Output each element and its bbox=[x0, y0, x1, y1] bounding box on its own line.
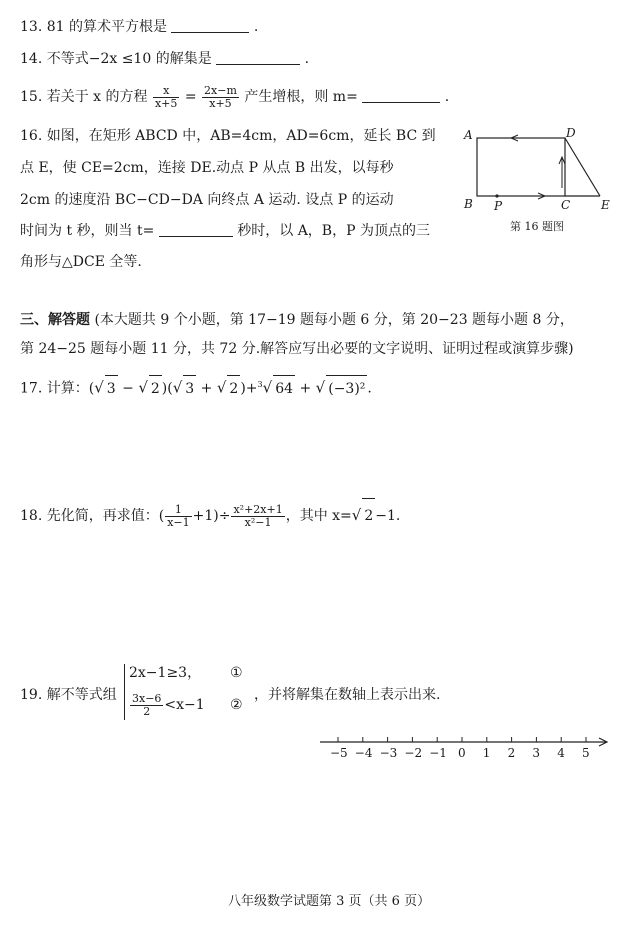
q18-fraction-1 bbox=[165, 504, 191, 529]
q17-cube-root-index: 3 bbox=[257, 380, 263, 389]
radical-sign-2: √ bbox=[138, 378, 148, 397]
q18-fraction-2 bbox=[231, 504, 284, 529]
section-3-desc-1: (本大题共 9 个小题，第 17−19 题每小题 6 分，第 20−23 题每小题 8 分， bbox=[94, 312, 574, 328]
question-14 bbox=[20, 50, 309, 68]
number-line-tick-label: −3 bbox=[379, 746, 398, 760]
q17-radicand-2: 2 bbox=[149, 375, 162, 402]
number-line-tick-label: 5 bbox=[582, 746, 590, 760]
q17-close: )+ bbox=[240, 380, 258, 397]
section-3-heading: 三、解答题 bbox=[20, 312, 90, 328]
q15-answer-blank[interactable] bbox=[362, 88, 440, 103]
q14-text: 不等式−2x ≤10 的解集是 bbox=[46, 51, 212, 67]
q18-radicand: 2 bbox=[362, 498, 375, 533]
q17-radicand-3: 3 bbox=[183, 375, 196, 402]
question-16-line-1 bbox=[20, 127, 436, 145]
question-15 bbox=[20, 82, 449, 112]
number-line-tick-label: −2 bbox=[404, 746, 423, 760]
q19-post: ，并将解集在数轴上表示出来. bbox=[254, 687, 441, 703]
q18-tail: −1. bbox=[375, 508, 401, 524]
q17-radicand-5: 64 bbox=[273, 375, 295, 402]
number-line-tick-label: −1 bbox=[429, 746, 447, 760]
number-line-tick-label: −4 bbox=[354, 746, 373, 760]
q17-radicand-6: (−3)² bbox=[326, 375, 367, 402]
q17-period: . bbox=[367, 380, 372, 397]
number-line-tick-label: 2 bbox=[507, 746, 516, 760]
q16-answer-blank[interactable] bbox=[159, 222, 233, 237]
q15-fraction-1 bbox=[153, 85, 179, 110]
point-p bbox=[495, 194, 498, 197]
q14-number: 14. bbox=[20, 51, 43, 67]
q19-fraction bbox=[130, 693, 163, 718]
q17-radicand-1: 3 bbox=[105, 375, 118, 402]
q15-equals: = bbox=[184, 89, 197, 105]
q13-number: 13. bbox=[20, 19, 43, 35]
number-line-tick-label: −5 bbox=[330, 746, 348, 760]
q16-figure bbox=[470, 128, 620, 208]
q16-line4b: 秒时，以 A，B，P 为顶点的三 bbox=[237, 223, 430, 239]
q18-f1-denominator: x−1 bbox=[167, 515, 190, 529]
question-13 bbox=[20, 18, 258, 36]
q18-mid: +1)÷ bbox=[192, 508, 231, 524]
question-19-label bbox=[20, 686, 117, 704]
q15-f2-numerator: 2x−m bbox=[204, 83, 237, 97]
radical-sign-7: √ bbox=[351, 506, 362, 524]
label-b: B bbox=[464, 197, 473, 211]
q19-number: 19. bbox=[20, 687, 43, 703]
label-e: E bbox=[601, 198, 610, 212]
q19-inequality-1: 2x−1≥3， bbox=[129, 665, 202, 681]
q13-answer-blank[interactable] bbox=[171, 18, 249, 33]
q16-number: 16. bbox=[20, 128, 43, 144]
radical-sign-5: √ bbox=[262, 378, 273, 397]
q16-line5: 角形与△DCE 全等. bbox=[20, 254, 142, 270]
q13-text: 81 的算术平方根是 bbox=[46, 19, 167, 35]
question-18 bbox=[20, 498, 400, 532]
q18-number: 18. bbox=[20, 508, 43, 524]
q19-inequality-2 bbox=[129, 690, 205, 720]
radical-sign-1: √ bbox=[94, 378, 104, 397]
q14-answer-blank[interactable] bbox=[216, 50, 300, 65]
section-3-desc-2: 第 24−25 题每小题 11 分，共 72 分.解答应写出必要的文字说明、证明过程或演算步骤) bbox=[20, 341, 574, 357]
q19-pre: 解不等式组 bbox=[46, 687, 117, 703]
number-line-tick-label: 3 bbox=[532, 746, 541, 760]
number-line-tick-label: 0 bbox=[458, 746, 466, 760]
label-d: D bbox=[566, 126, 576, 140]
q15-post: 产生增根，则 m= bbox=[244, 89, 358, 105]
q16-figure-caption: 第 16 题图 bbox=[510, 220, 564, 233]
q18-f2-denominator: x²−1 bbox=[244, 515, 272, 529]
radical-sign-6: √ bbox=[315, 378, 326, 397]
q15-f1-denominator: x+5 bbox=[154, 96, 178, 110]
number-line-tick-label: 4 bbox=[557, 746, 565, 760]
q16-line3: 2cm 的速度沿 BC−CD−DA 向终点 A 运动. 设点 P 的运动 bbox=[20, 192, 394, 208]
label-p: P bbox=[494, 199, 503, 213]
q15-period: . bbox=[444, 89, 450, 105]
q15-f1-numerator: x bbox=[153, 85, 179, 98]
q18-f1-numerator: 1 bbox=[165, 504, 191, 517]
q18-post: ，其中 x= bbox=[285, 508, 352, 524]
q19-system-brace bbox=[124, 664, 125, 720]
q16-line4a: 时间为 t 秒，则当 t= bbox=[20, 223, 155, 239]
q19-mark-1: ① bbox=[230, 665, 243, 681]
q19-mark-2: ② bbox=[230, 697, 243, 713]
label-c: C bbox=[561, 198, 571, 212]
q19-f-numerator: 3x−6 bbox=[132, 691, 162, 705]
q19-f-denominator: 2 bbox=[143, 704, 151, 718]
radical-sign-3: √ bbox=[172, 378, 183, 397]
rectangle-abcd bbox=[477, 138, 565, 196]
q17-pre: 计算：( bbox=[46, 380, 95, 397]
q17-plus-2: + bbox=[295, 380, 316, 397]
q17-radicand-4: 2 bbox=[227, 375, 240, 402]
q16-line2: 点 E，使 CE=2cm，连接 DE.动点 P 从点 B 出发，以每秒 bbox=[20, 160, 394, 176]
question-16-line-4 bbox=[20, 222, 430, 240]
q19-ineq2-rest: <x−1 bbox=[164, 697, 205, 713]
page-footer: 八年级数学试题第 3 页（共 6 页） bbox=[228, 894, 431, 909]
q17-mid: )( bbox=[161, 380, 173, 397]
segment-de bbox=[565, 138, 600, 196]
q15-number: 15. bbox=[20, 89, 43, 105]
number-line-tick-label: 1 bbox=[482, 746, 491, 760]
q18-pre: 先化简，再求值：( bbox=[46, 508, 165, 524]
q15-f2-denominator: x+5 bbox=[209, 96, 232, 110]
q15-pre: 若关于 x 的方程 bbox=[46, 89, 148, 105]
section-3-line-1 bbox=[20, 311, 574, 329]
q18-f2-numerator: x²+2x+1 bbox=[233, 502, 283, 516]
q14-period: . bbox=[304, 51, 310, 67]
q16-line1: 如图，在矩形 ABCD 中，AB=4cm，AD=6cm，延长 BC 到 bbox=[46, 128, 436, 144]
q13-period: . bbox=[253, 19, 259, 35]
q17-number: 17. bbox=[20, 380, 43, 397]
q17-plus: + bbox=[196, 380, 217, 397]
q15-fraction-2 bbox=[202, 85, 239, 110]
question-17 bbox=[20, 372, 372, 398]
q17-minus: − bbox=[117, 380, 139, 397]
radical-sign-4: √ bbox=[216, 378, 227, 397]
label-a: A bbox=[464, 128, 473, 142]
